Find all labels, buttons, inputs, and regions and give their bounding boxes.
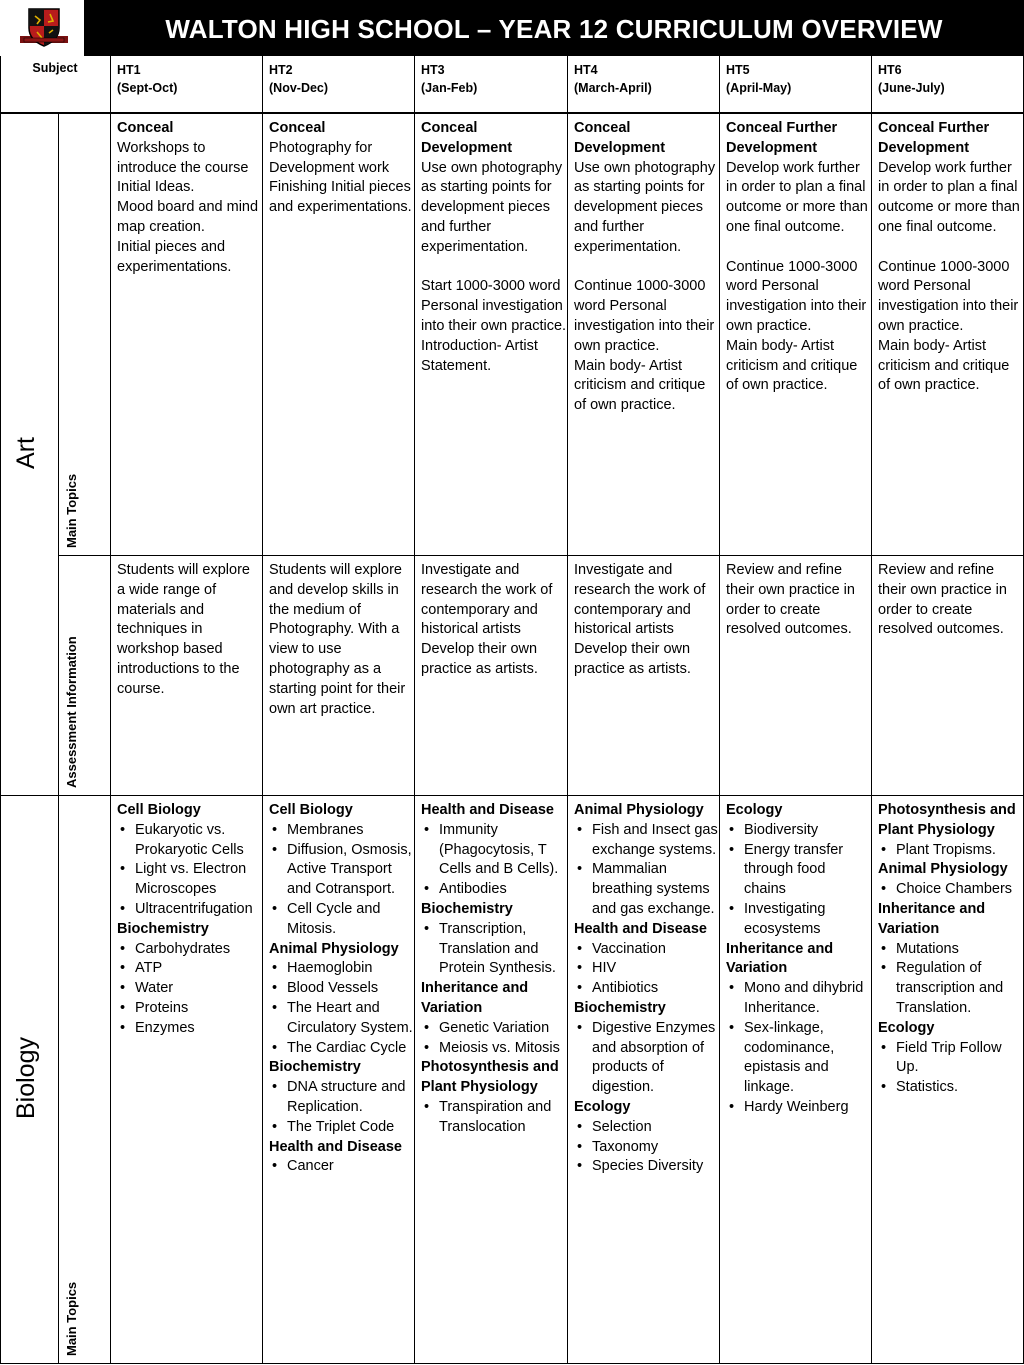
- topic-heading: Conceal Development: [574, 120, 666, 156]
- art-main-topic-ht1: [110, 113, 262, 555]
- term-header: HT4 (March-April): [574, 63, 652, 95]
- topic-item: • Meiosis vs. Mitosis: [421, 1039, 567, 1059]
- topic-list: [878, 940, 1023, 1019]
- topic-text: Review and refine their own practice in order to create resolved outcomes.: [878, 562, 1007, 638]
- topic-text: Start 1000-3000 word Personal investigation into their own practice.: [421, 278, 567, 334]
- topic-text: Students will explore a wide range of materials and techniques in workshop based introductions to the course.: [117, 562, 250, 697]
- topic-heading: Animal Physiology: [574, 802, 704, 818]
- topic-list: [117, 940, 262, 1039]
- art-main-topic-ht4: [567, 113, 719, 555]
- topic-text: Continue 1000-3000 word Personal investigation into their own practice.: [726, 258, 867, 334]
- biology-main-topic-ht2: [262, 795, 414, 1363]
- topic-item: • Diffusion, Osmosis, Active Transport and Cotransport.: [269, 841, 414, 900]
- topic-item: • Ultracentrifugation: [117, 900, 262, 920]
- row-label-assessment: Assessment Information: [64, 636, 79, 788]
- topic-item: • Sex-linkage, codominance, epistasis and linkage.: [726, 1019, 871, 1098]
- art-assessment-ht6: [871, 555, 1023, 795]
- topic-item: • Mammalian breathing systems and gas exchange.: [574, 860, 719, 919]
- topic-heading: Health and Disease: [269, 1138, 402, 1155]
- topic-text: Investigate and research the work of contemporary and historical artists Develop their own practice as artists.: [421, 562, 553, 677]
- topic-item: • Proteins: [117, 999, 262, 1019]
- spacer: [574, 258, 719, 278]
- topic-heading: Biochemistry: [269, 1059, 361, 1076]
- topic-item: • Enzymes: [117, 1019, 262, 1039]
- topic-text: Develop work further in order to plan a final outcome or more than one final outcome.: [726, 159, 868, 235]
- topic-text: Initial pieces and experimentations.: [117, 238, 232, 275]
- topic-heading: Ecology: [574, 1098, 631, 1115]
- topic-item: • Cancer: [269, 1157, 414, 1177]
- art-assessment-ht2: [262, 555, 414, 795]
- spacer: [726, 238, 871, 258]
- biology-main-topic-ht4: [567, 795, 719, 1363]
- topic-list: [878, 880, 1023, 900]
- topic-item: • Cell Cycle and Mitosis.: [269, 900, 414, 940]
- biology-main-topic-ht1: [110, 795, 262, 1363]
- topic-item: • HIV: [574, 959, 719, 979]
- row-label-main-topics: Main Topics: [64, 473, 79, 548]
- topic-heading: Inheritance and Variation: [421, 980, 529, 1016]
- term-header: HT1 (Sept-Oct): [117, 63, 178, 95]
- topic-heading: Photosynthesis and Plant Physiology: [421, 1059, 559, 1096]
- topic-list: [421, 821, 567, 900]
- topic-list: [421, 1098, 567, 1138]
- topic-list: [878, 841, 1023, 861]
- topic-text: Develop work further in order to plan a final outcome or more than one final outcome.: [878, 159, 1020, 235]
- topic-text: Mood board and mind map creation.: [117, 199, 259, 235]
- topic-list: [421, 1019, 567, 1059]
- topic-text: Main body- Artist criticism and critique of own practice.: [878, 337, 1010, 394]
- subject-column-header: Subject: [32, 61, 78, 75]
- topic-item: • Antibiotics: [574, 979, 719, 999]
- topic-item: • Light vs. Electron Microscopes: [117, 860, 262, 900]
- topic-list: [574, 1019, 719, 1098]
- topic-list: [726, 821, 871, 940]
- topic-item: • Membranes: [269, 821, 414, 841]
- topic-item: • Field Trip Follow Up.: [878, 1039, 1023, 1079]
- topic-heading: Biochemistry: [117, 920, 209, 937]
- logo-area: [0, 0, 84, 56]
- topic-list: [269, 959, 414, 1058]
- topic-item: • Vaccination: [574, 940, 719, 960]
- biology-main-topic-ht3: [414, 795, 567, 1363]
- topic-item: • Investigating ecosystems: [726, 900, 871, 940]
- topic-heading: Inheritance and Variation: [726, 940, 834, 977]
- topic-item: • Choice Chambers: [878, 880, 1023, 900]
- topic-text: Main body- Artist criticism and critique of own practice.: [726, 337, 858, 394]
- art-assessment-ht4: [567, 555, 719, 795]
- topic-heading: Cell Biology: [269, 802, 353, 818]
- topic-heading: Animal Physiology: [269, 940, 399, 957]
- topic-item: • The Cardiac Cycle: [269, 1039, 414, 1059]
- topic-list: [574, 821, 719, 920]
- topic-text: Investigate and research the work of contemporary and historical artists Develop their own practice as artists.: [574, 562, 706, 677]
- topic-item: • Statistics.: [878, 1078, 1023, 1098]
- topic-text: Students will explore and develop skills in the medium of Photography. With a view to use photography as a starting point for their own art practice.: [269, 562, 406, 717]
- curriculum-table: [0, 56, 1024, 1365]
- term-header: HT2 (Nov-Dec): [269, 63, 329, 95]
- biology-main-topic-ht5: [719, 795, 871, 1363]
- topic-item: • Genetic Variation: [421, 1019, 567, 1039]
- topic-item: • Hardy Weinberg: [726, 1098, 871, 1118]
- topic-item: • DNA structure and Replication.: [269, 1078, 414, 1118]
- topic-list: [269, 821, 414, 940]
- topic-item: • Immunity (Phagocytosis, T Cells and B Cells).: [421, 821, 567, 880]
- topic-heading: Cell Biology: [117, 802, 201, 818]
- topic-item: • Water: [117, 979, 262, 999]
- topic-text: Review and refine their own practice in order to create resolved outcomes.: [726, 562, 855, 638]
- topic-item: • Antibodies: [421, 880, 567, 900]
- topic-item: • Transpiration and Translocation: [421, 1098, 567, 1138]
- topic-list: [878, 1039, 1023, 1098]
- topic-item: • Haemoglobin: [269, 959, 414, 979]
- topic-list: [726, 979, 871, 1118]
- row-label-main-topics: Main Topics: [64, 1281, 79, 1356]
- topic-text: Photography for Development work Finishing Initial pieces and experimentations.: [269, 139, 412, 216]
- topic-heading: Biochemistry: [574, 999, 666, 1016]
- topic-heading: Animal Physiology: [878, 861, 1008, 878]
- topic-item: • The Triplet Code: [269, 1118, 414, 1138]
- topic-heading: Health and Disease: [574, 920, 707, 937]
- topic-heading: Inheritance and Variation: [878, 900, 986, 937]
- art-main-topic-ht3: [414, 113, 567, 555]
- topic-item: • Plant Tropisms.: [878, 841, 1023, 861]
- topic-list: [269, 1078, 414, 1137]
- biology-main-topic-ht6: [871, 795, 1023, 1363]
- topic-item: • Transcription, Translation and Protein Synthesis.: [421, 920, 567, 979]
- topic-item: • ATP: [117, 959, 262, 979]
- spacer: [421, 258, 567, 278]
- topic-item: • Eukaryotic vs. Prokaryotic Cells: [117, 821, 262, 861]
- art-assessment-ht1: [110, 555, 262, 795]
- topic-heading: Conceal Further Development: [726, 120, 838, 156]
- art-main-topic-ht2: [262, 113, 414, 555]
- topic-text: Main body- Artist criticism and critique of own practice.: [574, 357, 706, 414]
- topic-item: • Blood Vessels: [269, 979, 414, 999]
- topic-list: [269, 1157, 414, 1177]
- topic-list: [574, 1118, 719, 1177]
- topic-text: Workshops to introduce the course Initial Ideas.: [117, 139, 249, 196]
- topic-item: • Mutations: [878, 940, 1023, 960]
- subject-biology: Biology: [12, 1037, 40, 1119]
- term-header: HT5 (April-May): [726, 63, 792, 95]
- term-header: HT3 (Jan-Feb): [421, 63, 478, 95]
- topic-item: • Energy transfer through food chains: [726, 841, 871, 900]
- topic-heading: Conceal Further Development: [878, 120, 990, 156]
- topic-text: Introduction- Artist Statement.: [421, 337, 538, 374]
- topic-heading: Ecology: [726, 802, 783, 818]
- topic-text: Use own photography as starting points for development pieces and further experimentation.: [574, 159, 716, 255]
- topic-item: • Fish and Insect gas exchange systems.: [574, 821, 719, 861]
- topic-item: • Selection: [574, 1118, 719, 1138]
- topic-heading: Ecology: [878, 1019, 935, 1036]
- art-main-topic-ht5: [719, 113, 871, 555]
- topic-heading: Conceal: [117, 120, 174, 136]
- topic-text: Continue 1000-3000 word Personal investigation into their own practice.: [878, 258, 1019, 334]
- term-header: HT6 (June-July): [878, 63, 945, 95]
- topic-list: [574, 940, 719, 999]
- topic-item: • Digestive Enzymes and absorption of products of digestion.: [574, 1019, 719, 1098]
- page-title: WALTON HIGH SCHOOL – YEAR 12 CURRICULUM OVERVIEW: [165, 14, 943, 44]
- topic-heading: Conceal: [269, 120, 326, 136]
- topic-text: Continue 1000-3000 word Personal investigation into their own practice.: [574, 278, 715, 354]
- topic-heading: Health and Disease: [421, 802, 554, 818]
- topic-item: • Species Diversity: [574, 1157, 719, 1177]
- topic-heading: Biochemistry: [421, 900, 513, 917]
- page-header: [0, 0, 1024, 56]
- school-crest-icon: [20, 6, 68, 50]
- art-assessment-ht5: [719, 555, 871, 795]
- topic-heading: Photosynthesis and Plant Physiology: [878, 802, 1016, 838]
- topic-item: • Mono and dihybrid Inheritance.: [726, 979, 871, 1019]
- topic-heading: Conceal Development: [421, 120, 513, 156]
- art-main-topic-ht6: [871, 113, 1023, 555]
- topic-item: • The Heart and Circulatory System.: [269, 999, 414, 1039]
- topic-list: [421, 920, 567, 979]
- topic-item: • Carbohydrates: [117, 940, 262, 960]
- art-assessment-ht3: [414, 555, 567, 795]
- topic-text: Use own photography as starting points for development pieces and further experimentation.: [421, 159, 563, 255]
- topic-item: • Biodiversity: [726, 821, 871, 841]
- subject-art: Art: [12, 437, 40, 469]
- topic-item: • Regulation of transcription and Translation.: [878, 959, 1023, 1018]
- topic-list: [117, 821, 262, 920]
- topic-item: • Taxonomy: [574, 1138, 719, 1158]
- spacer: [878, 238, 1023, 258]
